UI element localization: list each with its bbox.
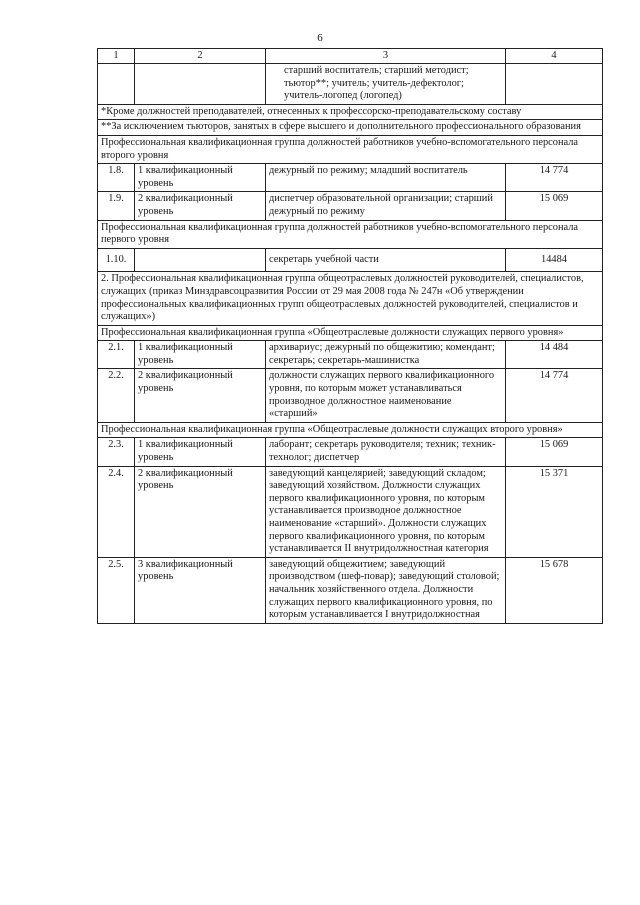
positions-cell: заведующий канцелярией; заведующий складом; заведующий хозяйством. Должности служащих первого квалификационного уровня, по которым устанавливается производное должностное наименование «старший». Должности служащих первого квалификационного уровня, по которым устанавливается II внутридолжностная категория — [266, 466, 506, 557]
level-cell: 1 квалификационный уровень — [135, 438, 266, 466]
table-cell — [506, 64, 603, 105]
salary-cell: 14 774 — [506, 164, 603, 192]
row-number: 1.9. — [98, 192, 135, 220]
row-number: 1.8. — [98, 164, 135, 192]
group-row — [98, 135, 603, 163]
positions-cell: старший воспитатель; старший методист; тьютор**; учитель; учитель-дефектолог; учитель-логопед (логопед) — [266, 64, 506, 105]
group-row — [98, 325, 603, 341]
level-cell: 2 квалификационный уровень — [135, 466, 266, 557]
level-cell: 3 квалификационный уровень — [135, 557, 266, 623]
salary-cell: 15 069 — [506, 192, 603, 220]
positions-cell: секретарь учебной части — [266, 248, 506, 272]
document-body — [97, 48, 602, 624]
header-cell: 2 — [135, 49, 266, 64]
positions-cell: лаборант; секретарь руководителя; техник; техник-технолог; диспетчер — [266, 438, 506, 466]
table-row — [98, 192, 603, 220]
table-row — [98, 369, 603, 422]
salary-cell: 14 774 — [506, 369, 603, 422]
salary-cell: 15 678 — [506, 557, 603, 623]
row-number: 2.5. — [98, 557, 135, 623]
positions-cell: должности служащих первого квалификационного уровня, по которым может устанавливаться производное должностное наименование «старший» — [266, 369, 506, 422]
table-row — [98, 438, 603, 466]
row-number: 1.10. — [98, 248, 135, 272]
salary-cell: 15 069 — [506, 438, 603, 466]
salary-cell: 14484 — [506, 248, 603, 272]
group-row — [98, 422, 603, 438]
salary-table — [97, 48, 603, 624]
group-title: Профессиональная квалификационная группа «Общеотраслевые должности служащих второго уровня» — [98, 422, 603, 438]
level-cell — [135, 248, 266, 272]
table-cell — [135, 64, 266, 105]
level-cell: 2 квалификационный уровень — [135, 369, 266, 422]
footnote: *Кроме должностей преподавателей, отнесенных к профессорско-преподавательскому составу — [98, 104, 603, 120]
table-row — [98, 466, 603, 557]
note-row — [98, 120, 603, 136]
group-title: Профессиональная квалификационная группа «Общеотраслевые должности служащих первого уровня» — [98, 325, 603, 341]
positions-cell: дежурный по режиму; младший воспитатель — [266, 164, 506, 192]
level-cell: 2 квалификационный уровень — [135, 192, 266, 220]
positions-cell: архивариус; дежурный по общежитию; комендант; секретарь; секретарь-машинистка — [266, 341, 506, 369]
positions-cell: диспетчер образовательной организации; старший дежурный по режиму — [266, 192, 506, 220]
header-cell: 4 — [506, 49, 603, 64]
group-title: Профессиональная квалификационная группа должностей работников учебно-вспомогательного персонала первого уровня — [98, 220, 603, 248]
table-row — [98, 248, 603, 272]
salary-cell: 15 371 — [506, 466, 603, 557]
table-header-row — [98, 49, 603, 64]
section-row — [98, 272, 603, 325]
page-number: 6 — [317, 32, 323, 44]
row-number: 2.4. — [98, 466, 135, 557]
footnote: **За исключением тьюторов, занятых в сфере высшего и дополнительного профессионального образования — [98, 120, 603, 136]
row-number: 2.1. — [98, 341, 135, 369]
table-row — [98, 557, 603, 623]
table-row — [98, 341, 603, 369]
header-cell: 1 — [98, 49, 135, 64]
table-cell — [98, 64, 135, 105]
salary-cell: 14 484 — [506, 341, 603, 369]
header-cell: 3 — [266, 49, 506, 64]
level-cell: 1 квалификационный уровень — [135, 164, 266, 192]
level-cell: 1 квалификационный уровень — [135, 341, 266, 369]
row-number: 2.2. — [98, 369, 135, 422]
group-title: Профессиональная квалификационная группа должностей работников учебно-вспомогательного персонала второго уровня — [98, 135, 603, 163]
positions-cell: заведующий общежитием; заведующий производством (шеф-повар); заведующий столовой; начальник хозяйственного отдела. Должности служащих первого квалификационного уровня, по которым устанавливается I внутридолжностная — [266, 557, 506, 623]
note-row — [98, 104, 603, 120]
section-title: 2. Профессиональная квалификационная группа общеотраслевых должностей руководителей, специалистов, служащих (приказ Минздравсоцразвития России от 29 мая 2008 года № 247н «Об утверждении профессиональных квалификационных групп общеотраслевых должностей руководителей, специалистов и служащих») — [98, 272, 603, 325]
group-row — [98, 220, 603, 248]
table-row — [98, 164, 603, 192]
row-number: 2.3. — [98, 438, 135, 466]
continuation-row — [98, 64, 603, 105]
